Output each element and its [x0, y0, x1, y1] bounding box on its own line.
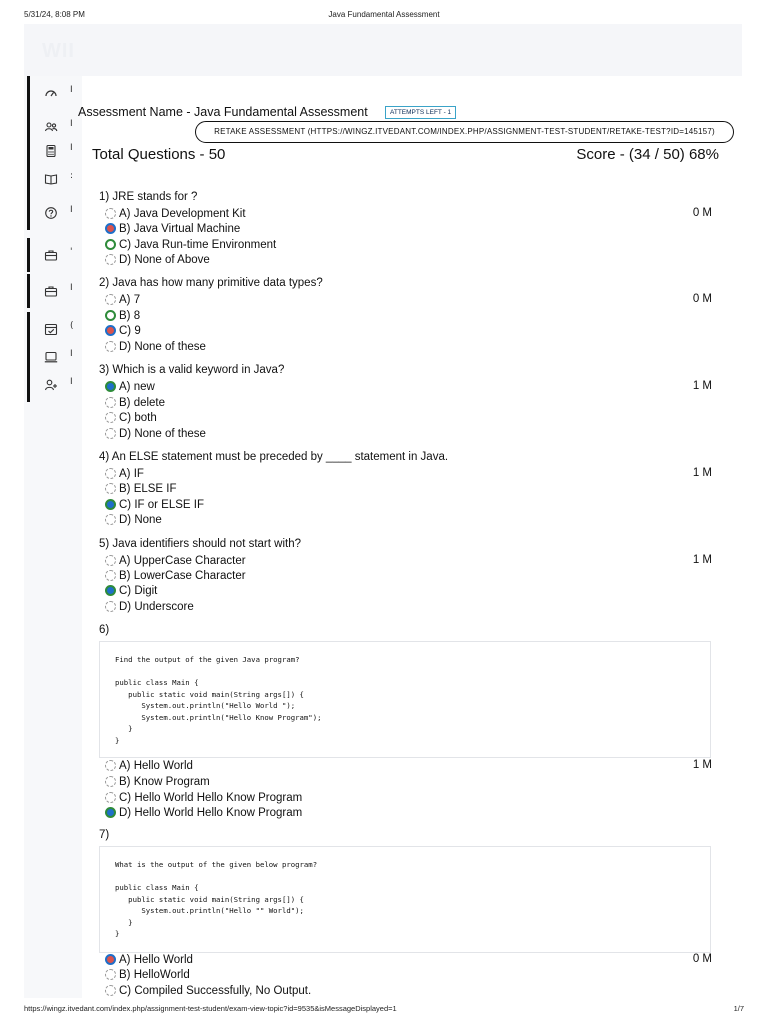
sidebar: [27, 76, 81, 398]
answer-option-label: A) UpperCase Character: [119, 554, 246, 567]
sidebar-item-label: (: [70, 321, 74, 331]
sidebar-item-label: :: [70, 171, 74, 181]
dashboard-icon: [44, 86, 58, 100]
answer-option-label: D) None of Above: [119, 253, 210, 266]
radio-icon: [105, 601, 116, 612]
answer-option: [105, 805, 302, 820]
print-page-number: 1/7: [733, 1004, 744, 1013]
total-questions: Total Questions - 50: [92, 146, 226, 163]
question-marks: 1 M: [692, 759, 712, 771]
question-text: 7): [99, 829, 110, 841]
sidebar-item[interactable]: [27, 196, 81, 230]
score: Score - (34 / 50) 68%: [576, 146, 719, 163]
answer-option-label: D) Underscore: [119, 600, 194, 613]
answer-option-label: C) Digit: [119, 584, 158, 597]
answer-option: [105, 481, 177, 496]
radio-icon: [105, 397, 116, 408]
radio-icon: [105, 570, 116, 581]
answer-option: [105, 323, 141, 338]
radio-icon: [105, 792, 116, 803]
answer-option: [105, 426, 206, 441]
answer-option: [105, 568, 246, 583]
radio-icon: [105, 499, 116, 510]
answer-option-label: D) None of these: [119, 427, 206, 440]
radio-icon: [105, 514, 116, 525]
answer-option-label: C) IF or ELSE IF: [119, 498, 204, 511]
answer-option-label: B) Java Virtual Machine: [119, 222, 241, 235]
retake-assessment-button[interactable]: RETAKE ASSESSMENT (HTTPS://WINGZ.ITVEDANT.COM/INDEX.PHP/ASSIGNMENT-TEST-STUDENT/RETAKE-TEST?ID=145157): [195, 121, 734, 143]
answer-option-label: D) Hello World Hello Know Program: [119, 806, 303, 819]
answer-option: [105, 952, 193, 967]
help-icon: [44, 206, 58, 220]
answer-option: [105, 583, 157, 598]
answer-option: [105, 308, 140, 323]
assessment-name: Assessment Name - Java Fundamental Assessment: [78, 105, 368, 119]
sidebar-item[interactable]: [27, 76, 81, 110]
sidebar-item-label: I: [70, 85, 73, 95]
answer-option: [105, 379, 155, 394]
sidebar-item-label: ': [70, 247, 73, 257]
answer-option-label: C) Hello World Hello Know Program: [119, 791, 303, 804]
radio-icon: [105, 954, 116, 965]
print-url: https://wingz.itvedant.com/index.php/assignment-test-student/exam-view-topic?id=9535&isMessageDisplayed=1: [24, 1004, 397, 1013]
radio-icon: [105, 381, 116, 392]
sidebar-item[interactable]: [27, 274, 81, 308]
radio-icon: [105, 807, 116, 818]
laptop-icon: [44, 350, 58, 364]
radio-icon: [105, 254, 116, 265]
radio-icon: [105, 341, 116, 352]
answer-option: [105, 410, 157, 425]
radio-icon: [105, 294, 116, 305]
sidebar-item-label: I: [70, 349, 73, 359]
answer-option: [105, 497, 204, 512]
answer-option-label: D) None of these: [119, 340, 206, 353]
radio-icon: [105, 776, 116, 787]
radio-icon: [105, 239, 116, 250]
sidebar-item-label: I: [70, 377, 73, 387]
answer-option: [105, 553, 246, 568]
answer-option-label: A) 7: [119, 293, 141, 306]
users-icon: [44, 120, 58, 134]
sidebar-item-label: I: [70, 119, 73, 129]
sidebar-item-label: I: [70, 205, 73, 215]
print-title: Java Fundamental Assessment: [328, 10, 440, 19]
briefcase-icon: [44, 248, 58, 262]
answer-option-label: C) Compiled Successfully, No Output.: [119, 984, 312, 997]
sidebar-item[interactable]: [27, 162, 81, 196]
answer-option: [105, 339, 206, 354]
sidebar-item-label: I: [70, 283, 73, 293]
answer-option: [105, 206, 246, 221]
answer-option: [105, 967, 190, 982]
question-marks: 1 M: [692, 467, 712, 479]
question-text: 3) Which is a valid keyword in Java?: [99, 364, 285, 376]
calendar-check-icon: [44, 322, 58, 336]
answer-option: [105, 221, 240, 236]
answer-option-label: C) 9: [119, 324, 141, 337]
answer-option: [105, 983, 311, 998]
answer-option: [105, 292, 140, 307]
radio-icon: [105, 223, 116, 234]
answer-option-label: A) new: [119, 380, 155, 393]
radio-icon: [105, 428, 116, 439]
answer-option-label: B) Know Program: [119, 775, 210, 788]
question-marks: 0 M: [692, 207, 712, 219]
radio-icon: [105, 760, 116, 771]
answer-option: [105, 758, 193, 773]
radio-icon: [105, 208, 116, 219]
question-text: 5) Java identifiers should not start with?: [99, 538, 301, 550]
radio-icon: [105, 555, 116, 566]
print-footer: [0, 1004, 768, 1016]
answer-option: [105, 774, 210, 789]
brand-logo: WII: [42, 40, 75, 62]
radio-icon: [105, 969, 116, 980]
answer-option: [105, 599, 194, 614]
answer-option-label: A) Hello World: [119, 759, 193, 772]
question-marks: 1 M: [692, 380, 712, 392]
answer-option-label: B) HelloWorld: [119, 968, 190, 981]
code-snippet: Find the output of the given Java program? public class Main { public static void main(String args[]) { System.out.println("Hello World "); System.out.println("Hello Know Program"); } }: [99, 641, 711, 758]
radio-icon: [105, 468, 116, 479]
calculator-icon: [44, 144, 58, 158]
answer-option: [105, 790, 302, 805]
answer-option-label: A) Java Development Kit: [119, 207, 246, 220]
radio-icon: [105, 985, 116, 996]
print-header: [0, 10, 768, 22]
question-marks: 0 M: [692, 293, 712, 305]
question-text: 1) JRE stands for ?: [99, 191, 198, 203]
print-date: 5/31/24, 8:08 PM: [24, 10, 85, 19]
answer-option: [105, 237, 276, 252]
answer-option: [105, 466, 144, 481]
user-add-icon: [44, 378, 58, 392]
answer-option: [105, 395, 165, 410]
answer-option: [105, 252, 210, 267]
sidebar-item[interactable]: [27, 368, 81, 402]
answer-option-label: B) 8: [119, 309, 141, 322]
radio-icon: [105, 483, 116, 494]
sidebar-item-label: I: [70, 143, 73, 153]
radio-icon: [105, 412, 116, 423]
answer-option-label: C) both: [119, 411, 157, 424]
question-marks: 0 M: [692, 953, 712, 965]
question-marks: 1 M: [692, 554, 712, 566]
question-text: 4) An ELSE statement must be preceded by ____ statement in Java.: [99, 451, 449, 463]
sidebar-item[interactable]: [27, 238, 81, 272]
radio-icon: [105, 310, 116, 321]
attempts-badge: ATTEMPTS LEFT - 1: [385, 106, 456, 119]
radio-icon: [105, 585, 116, 596]
answer-option-label: B) LowerCase Character: [119, 569, 246, 582]
answer-option-label: B) delete: [119, 396, 166, 409]
code-snippet: What is the output of the given below program? public class Main { public static void main(String args[]) { System.out.println("Hello "" World"); } }: [99, 846, 711, 953]
answer-option: [105, 512, 162, 527]
answer-option-label: A) Hello World: [119, 953, 193, 966]
brand-strip: [24, 24, 742, 76]
radio-icon: [105, 325, 116, 336]
question-text: 6): [99, 624, 110, 636]
answer-option-label: D) None: [119, 513, 162, 526]
book-icon: [44, 172, 58, 186]
answer-option-label: B) ELSE IF: [119, 482, 177, 495]
briefcase-icon: [44, 284, 58, 298]
answer-option-label: C) Java Run-time Environment: [119, 238, 277, 251]
answer-option-label: A) IF: [119, 467, 144, 480]
question-text: 2) Java has how many primitive data types?: [99, 277, 323, 289]
